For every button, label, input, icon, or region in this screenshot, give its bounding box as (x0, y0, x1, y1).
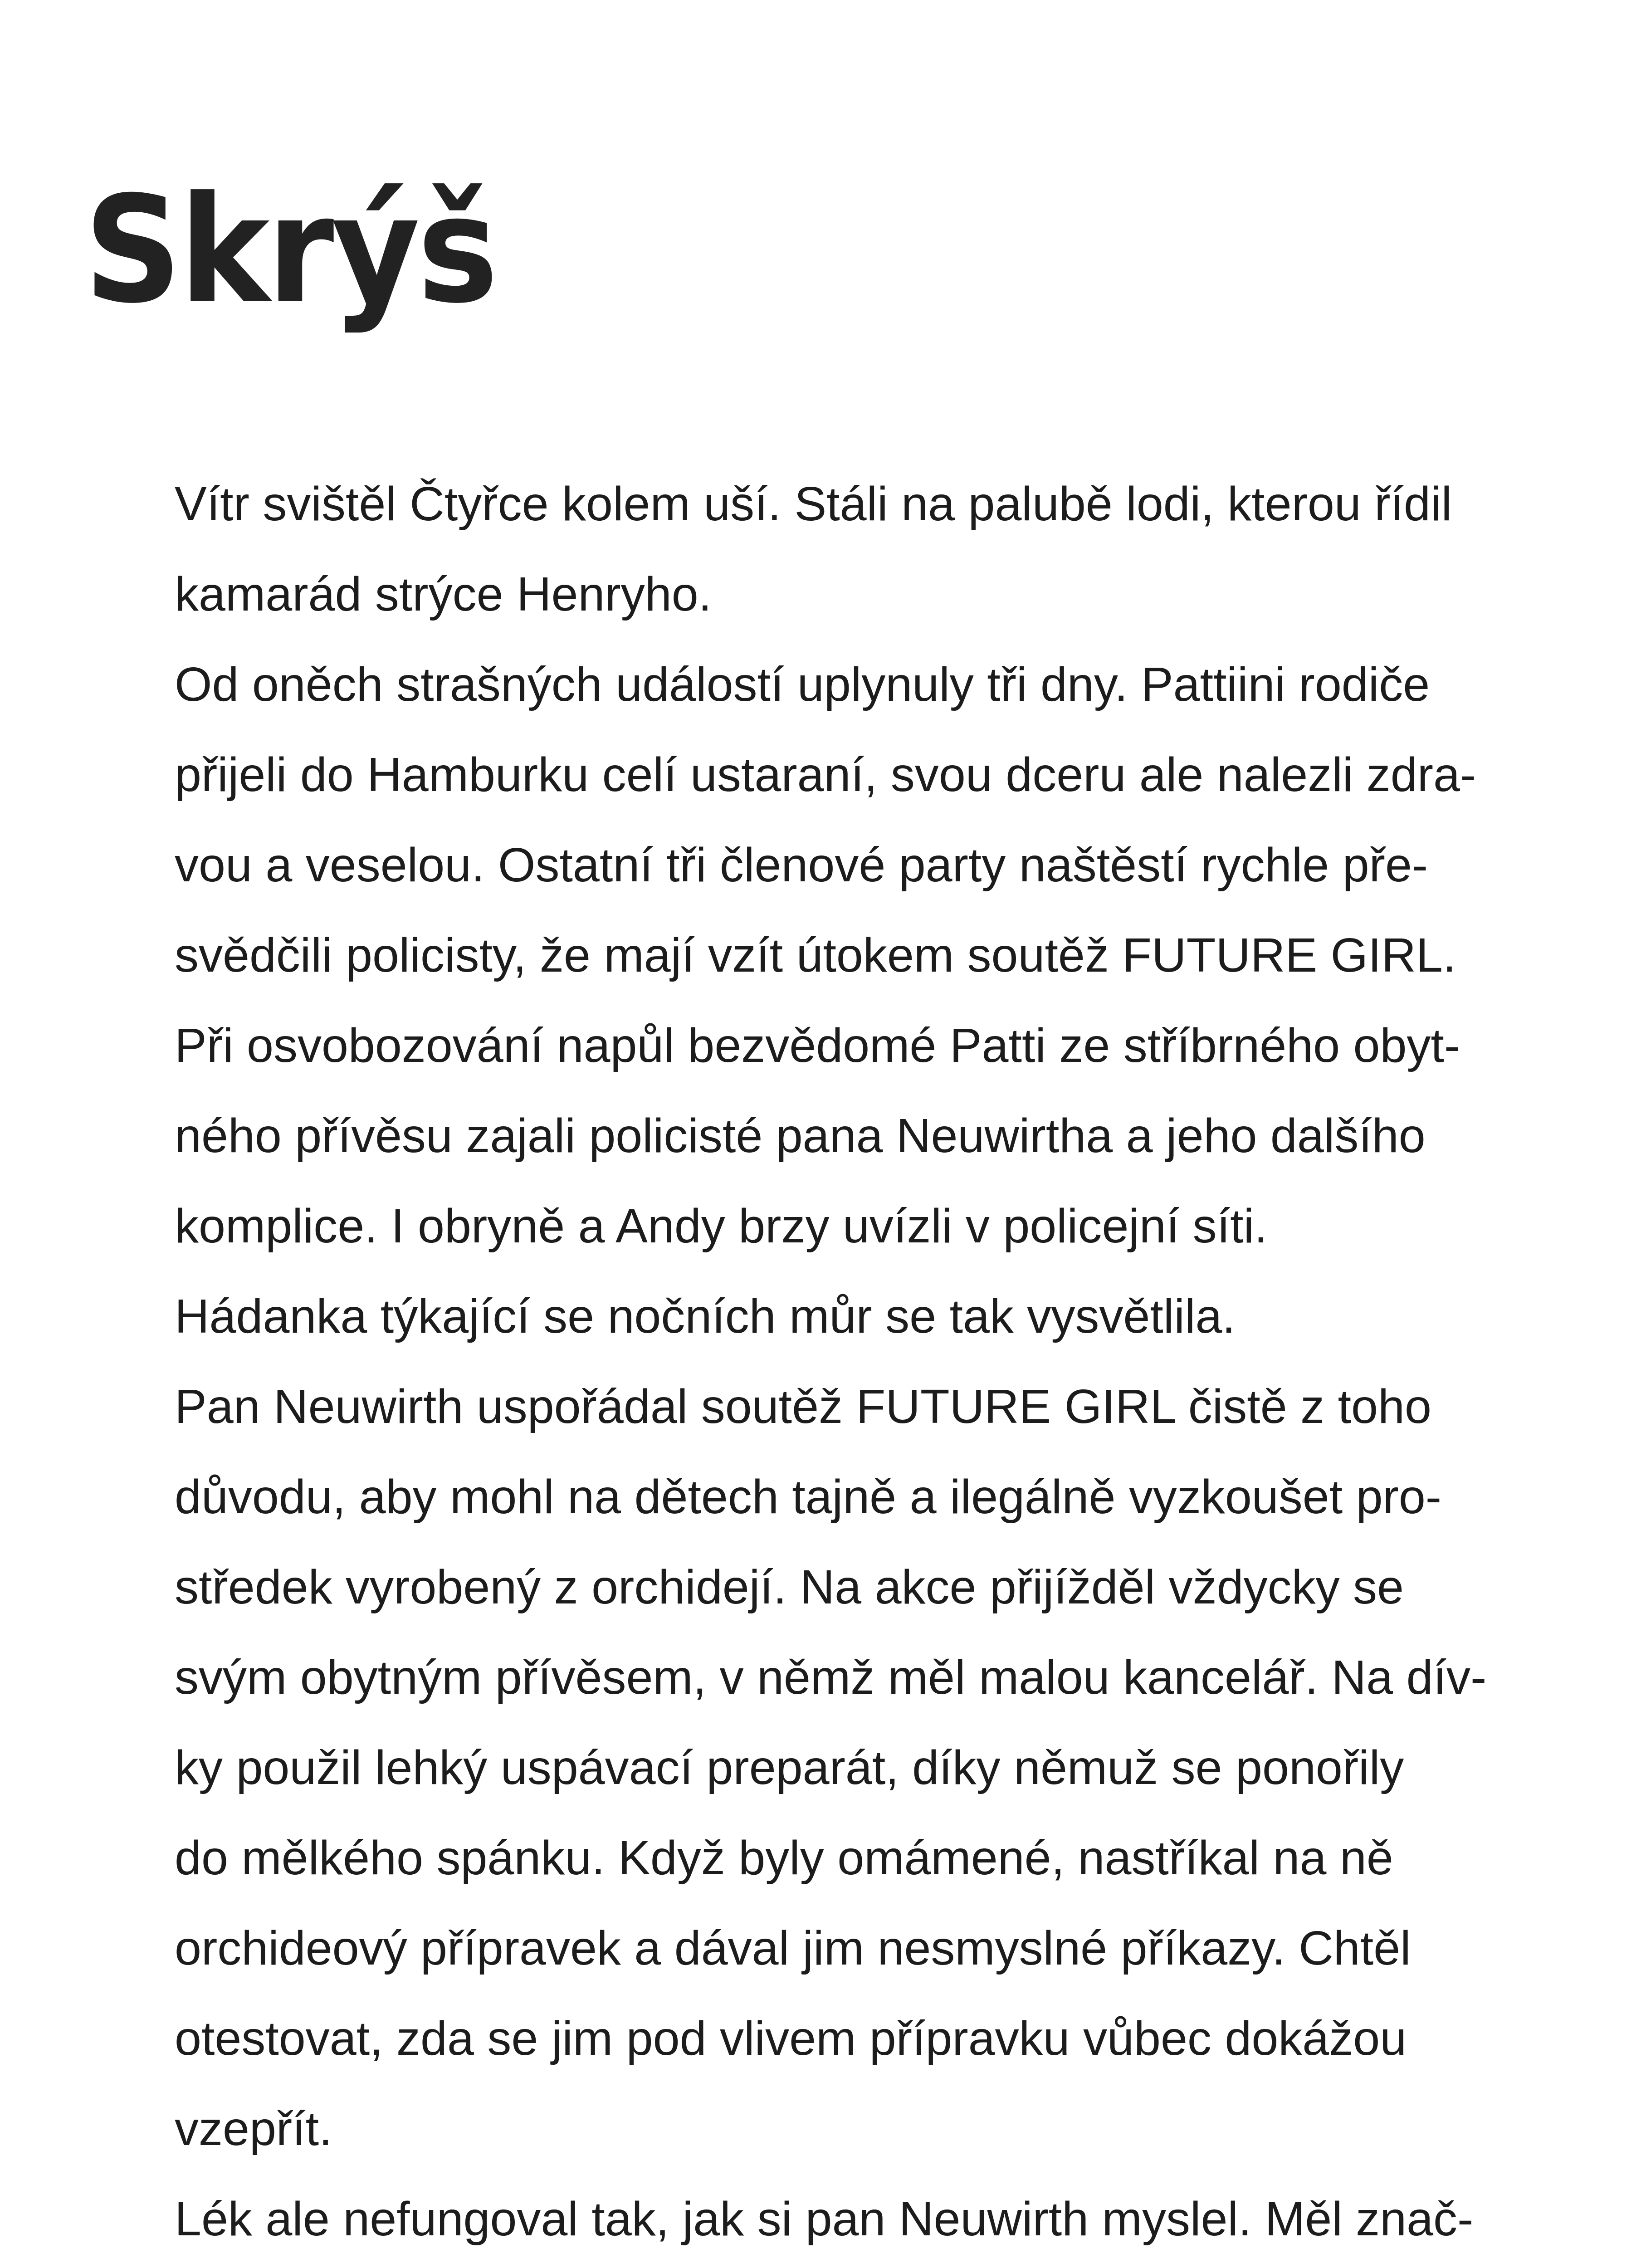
text-line: kamarád strýce Henryho. (175, 567, 712, 621)
text-line (175, 2264, 1517, 2268)
text-line: vou a veselou. Ostatní tři členové party naštěstí rychle pře- (175, 838, 1428, 892)
text-line: do mělkého spánku. Když byly omámené, nastříkal na ně (175, 1831, 1393, 1885)
chapter-title: Skrýš (84, 165, 496, 336)
text-line: Hádanka týkající se nočních můr se tak vysvětlila. (175, 1290, 1236, 1343)
text-line: Od oněch strašných událostí uplynuly tři dny. Pattiini rodiče (175, 658, 1430, 711)
body-text (175, 459, 1517, 2268)
text-line: Lék ale nefungoval tak, jak si pan Neuwirth myslel. Měl znač- (175, 2192, 1474, 2246)
text-line: Vítr svištěl Čtyřce kolem uší. Stáli na palubě lodi, kterou řídil (175, 477, 1452, 531)
text-line: ného přívěsu zajali policisté pana Neuwirtha a jeho dalšího (175, 1109, 1426, 1163)
text-line: přijeli do Hamburku celí ustaraní, svou dceru ale nalezli zdra- (175, 748, 1476, 802)
text-line: otestovat, zda se jim pod vlivem přípravku vůbec dokážou (175, 2012, 1407, 2065)
text-line: vzepřít. (175, 2102, 332, 2156)
text-line: svědčili policisty, že mají vzít útokem soutěž FUTURE GIRL. (175, 929, 1456, 982)
text-line: důvodu, aby mohl na dětech tajně a ilegálně vyzkoušet pro- (175, 1470, 1442, 1524)
text-line: ky použil lehký uspávací preparát, díky němuž se ponořily (175, 1741, 1404, 1794)
text-line: Pan Neuwirth uspořádal soutěž FUTURE GIRL čistě z toho (175, 1380, 1431, 1433)
text-line: svým obytným přívěsem, v němž měl malou kancelář. Na dív- (175, 1651, 1487, 1704)
text-line: komplice. I obryně a Andy brzy uvízli v policejní síti. (175, 1199, 1268, 1253)
text-line: středek vyrobený z orchidejí. Na akce přijížděl vždycky se (175, 1560, 1404, 1614)
text-line: Při osvobozování napůl bezvědomé Patti ze stříbrného obyt- (175, 1019, 1460, 1072)
text-line: orchideový přípravek a dával jim nesmyslné příkazy. Chtěl (175, 1921, 1411, 1975)
